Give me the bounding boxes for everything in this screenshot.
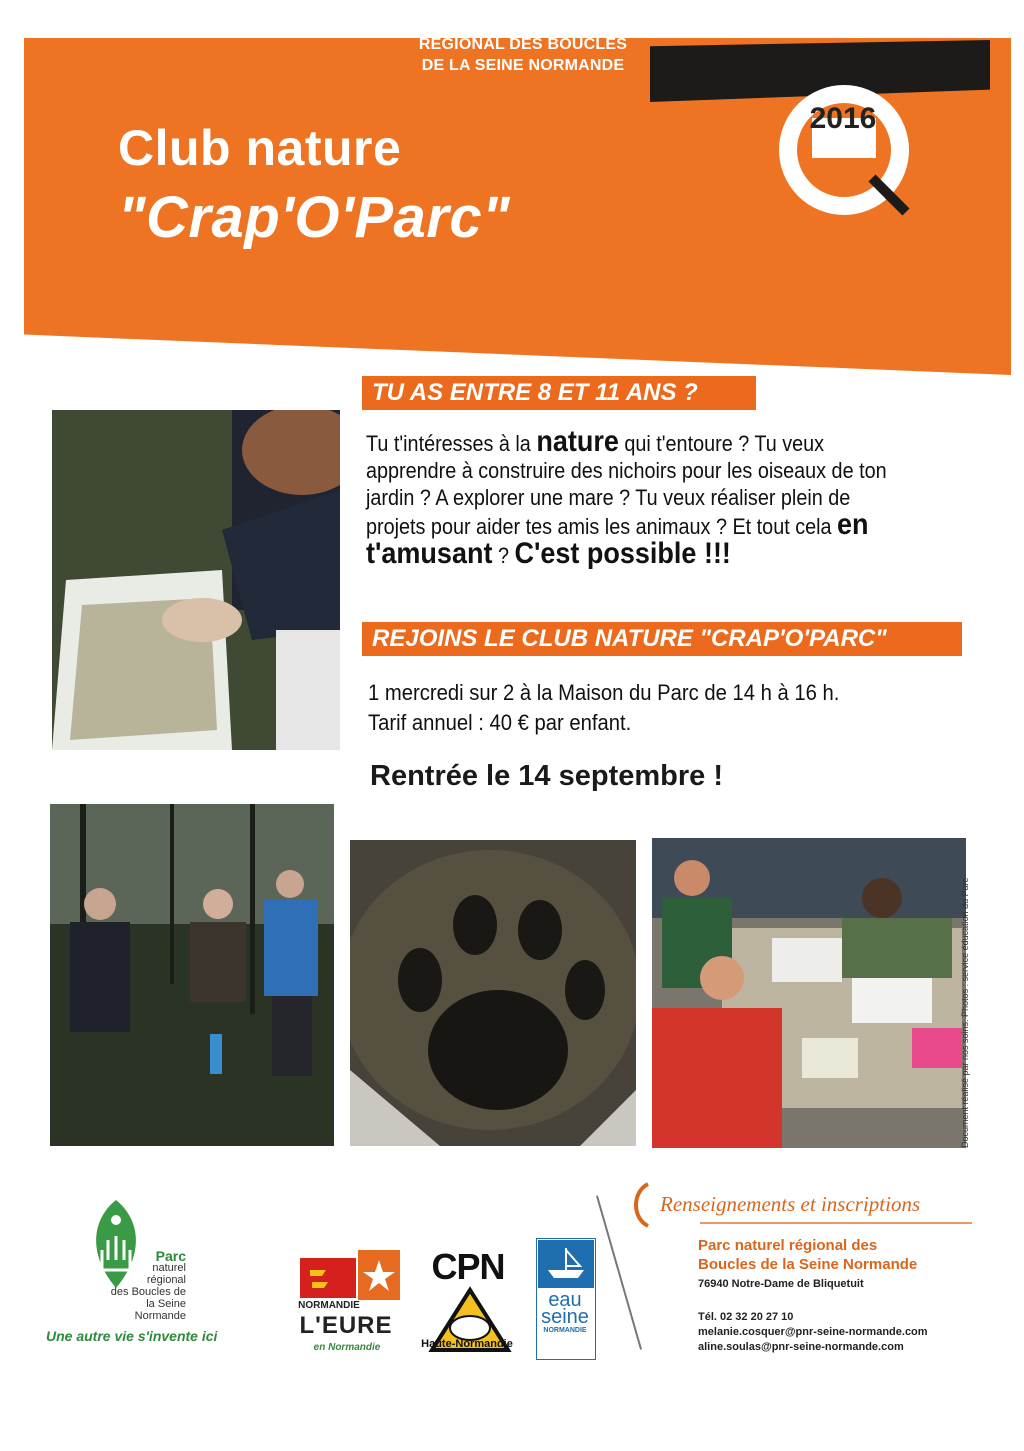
photo-children-woods xyxy=(50,804,334,1146)
contact-org-line-2: Boucles de la Seine Normande xyxy=(698,1256,918,1273)
contact-org-line-1: Parc naturel régional des xyxy=(698,1237,878,1254)
contact-details xyxy=(698,1310,928,1355)
title-line-1: Club nature xyxy=(118,120,402,176)
renseignements-heading: Renseignements et inscriptions xyxy=(660,1192,921,1216)
parc-slogan: Une autre vie s'invente ici xyxy=(46,1328,218,1344)
normandie-label: NORMANDIE xyxy=(298,1300,360,1311)
eure-logo: L'EURE xyxy=(299,1312,393,1339)
parc-name: Parc xyxy=(155,1248,186,1264)
eau-line-2: seine xyxy=(541,1306,589,1328)
normandie-flag-logo xyxy=(300,1258,356,1298)
intro-text-b: qui t'entoure ? Tu veux apprendre à construire des nichoirs pour les oiseaux de ton jardin ? A explorer une mare ? Tu veux réaliser plein de projets pour aider tes amis les animaux ? Et tout cela xyxy=(366,431,887,539)
parc-line-2: régional xyxy=(146,1274,186,1286)
schedule-text: 1 mercredi sur 2 à la Maison du Parc de 14 h à 16 h. xyxy=(368,680,840,705)
club-info xyxy=(368,678,929,738)
bracket-icon xyxy=(628,1182,652,1228)
intro-text-c: ? xyxy=(492,543,515,568)
year-badge: 2016 xyxy=(809,102,877,135)
renseignements-underline xyxy=(700,1222,972,1224)
title-line-2: "Crap'O'Parc" xyxy=(118,185,511,250)
photo-animal-track-image xyxy=(350,840,636,1146)
intro-possible: C'est possible !!! xyxy=(514,537,731,570)
star-icon xyxy=(358,1250,400,1300)
tarif-text: Tarif annuel : 40 € par enfant. xyxy=(368,710,632,735)
intro-nature: nature xyxy=(536,425,619,458)
photo-animal-track xyxy=(350,840,636,1146)
eure-subtitle: en Normandie xyxy=(313,1342,381,1353)
age-label: TU AS ENTRE 8 ET 11 ANS ? xyxy=(362,376,756,410)
eau-seine-emblem xyxy=(538,1240,594,1288)
parc-line-3: des Boucles de xyxy=(110,1286,186,1298)
parc-line-4: la Seine Normande xyxy=(134,1298,186,1322)
photo-workshop-table xyxy=(652,838,966,1148)
cpn-subtitle: Haute-Normandie xyxy=(421,1338,513,1350)
intro-text-a: Tu t'intéresses à la xyxy=(366,431,537,456)
rentree-date: Rentrée le 14 septembre ! xyxy=(370,760,723,792)
photo-pond-exploration xyxy=(52,410,340,750)
join-club-label: REJOINS LE CLUB NATURE "CRAP'O'PARC" xyxy=(362,622,962,656)
page-title xyxy=(118,118,510,248)
intro-amusant: en t'amusant xyxy=(366,508,869,570)
photo-children-woods-image xyxy=(50,804,334,1146)
organization-name-top xyxy=(388,34,658,76)
org-line-1: RÉGIONAL DES BOUCLES xyxy=(418,36,628,53)
seine-maritime-logo xyxy=(358,1250,400,1300)
eau-seine-text xyxy=(536,1289,594,1335)
photo-workshop-table-image xyxy=(652,838,966,1148)
org-line-2: DE LA SEINE NORMANDE xyxy=(421,57,625,74)
parc-name-block xyxy=(92,1250,186,1322)
cpn-logo-text: CPN xyxy=(431,1246,505,1287)
contact-email-2[interactable]: aline.soulas@pnr-seine-normande.com xyxy=(698,1341,904,1353)
eau-line-1: eau xyxy=(548,1289,582,1311)
intro-paragraph xyxy=(366,425,915,570)
eau-line-3: NORMANDIE xyxy=(543,1327,587,1334)
contact-phone: Tél. 02 32 20 27 10 xyxy=(698,1311,794,1323)
parc-line-1: naturel xyxy=(152,1262,186,1274)
photo-credit: Document réalisé par nos soins. Photos : service éducation du Parc xyxy=(960,877,970,1148)
normandie-lions-icon xyxy=(300,1258,356,1298)
contact-organization xyxy=(698,1236,917,1274)
contact-address: 76940 Notre-Dame de Bliquetuit xyxy=(698,1278,864,1290)
contact-email-1[interactable]: melanie.cosquer@pnr-seine-normande.com xyxy=(698,1326,928,1338)
photo-pond-exploration-image xyxy=(52,410,340,750)
boat-icon xyxy=(538,1240,594,1288)
year-circle-logo xyxy=(772,78,916,222)
